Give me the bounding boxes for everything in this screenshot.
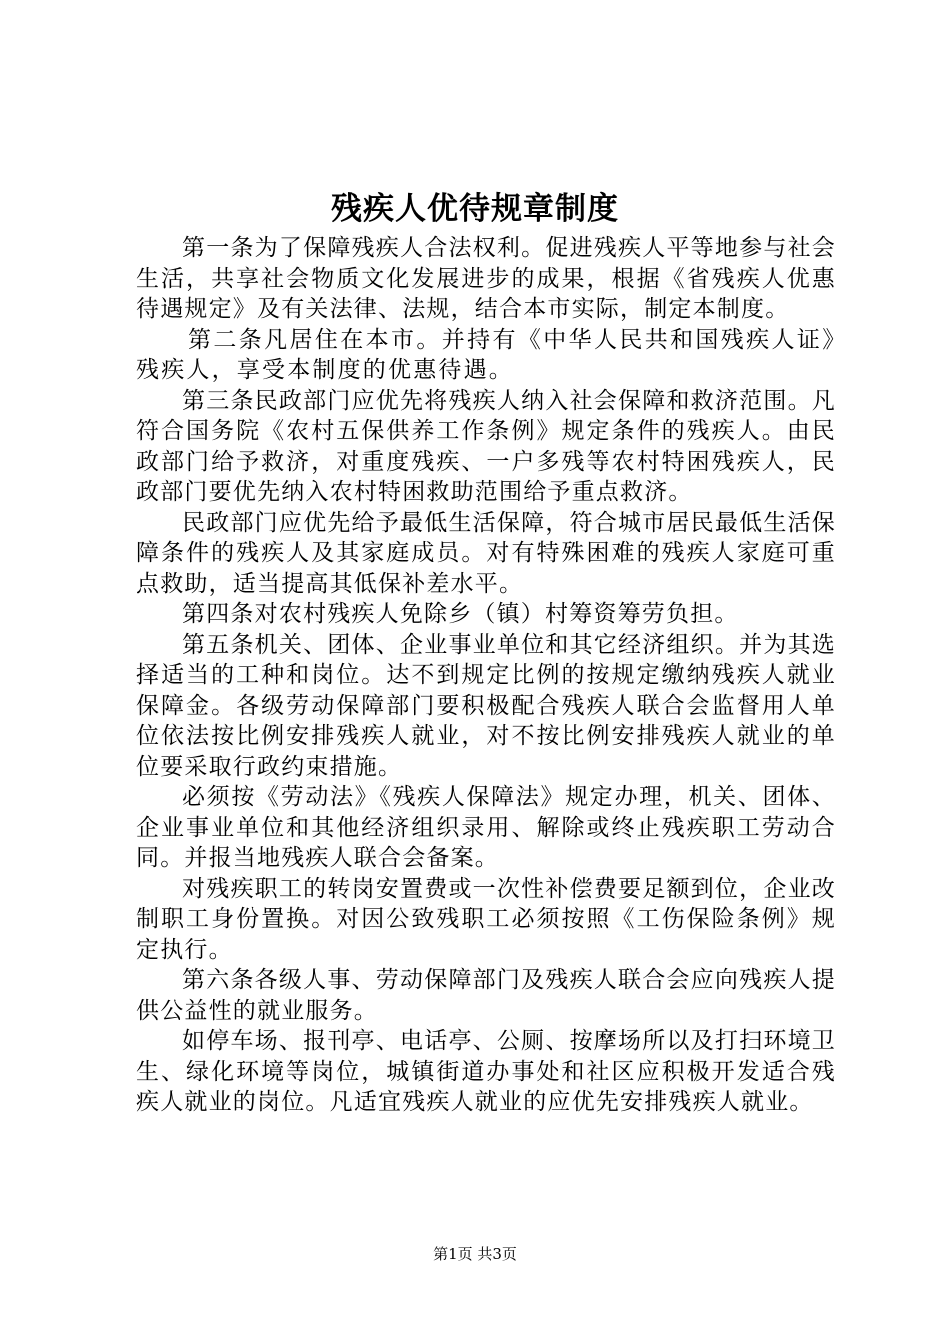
paragraph-labor-law: 必须按《劳动法》《残疾人保障法》规定办理，机关、团体、企业事业单位和其他经济组织录用、解除或终止残疾职工劳动合同。并报当地残疾人联合会备案。 (136, 784, 836, 871)
paragraph-job-positions: 如停车场、报刊亭、电话亭、公厕、按摩场所以及打扫环境卫生、绿化环境等岗位，城镇街道办事处和社区应积极开发适合残疾人就业的岗位。凡适宜残疾人就业的应优先安排残疾人就业。 (136, 1028, 836, 1115)
paragraph-compensation: 对残疾职工的转岗安置费或一次性补偿费要足额到位，企业改制职工身份置换。对因公致残职工必须按照《工伤保险条例》规定执行。 (136, 875, 836, 963)
document-body (136, 233, 836, 1118)
document-title: 残疾人优待规章制度 (331, 191, 619, 227)
paragraph-article-6: 第六条各级人事、劳动保障部门及残疾人联合会应向残疾人提供公益性的就业服务。 (136, 967, 836, 1024)
paragraph-article-2: 第二条凡居住在本市。并持有《中华人民共和国残疾人证》残疾人，享受本制度的优惠待遇。 (136, 326, 836, 383)
paragraph-article-5: 第五条机关、团体、企业事业单位和其它经济组织。并为其选择适当的工种和岗位。达不到规定比例的按规定缴纳残疾人就业保障金。各级劳动保障部门要积极配合残疾人联合会监督用人单位依法按比例安排残疾人就业，对不按比例安排残疾人就业的单位要采取行政约束措施。 (136, 631, 836, 780)
paragraph-article-1: 第一条为了保障残疾人合法权利。促进残疾人平等地参与社会生活，共享社会物质文化发展进步的成果，根据《省残疾人优惠待遇规定》及有关法律、法规，结合本市实际，制定本制度。 (136, 235, 836, 322)
paragraph-article-4: 第四条对农村残疾人免除乡（镇）村筹资筹劳负担。 (182, 601, 739, 627)
paragraph-minimum-living: 民政部门应优先给予最低生活保障，符合城市居民最低生活保障条件的残疾人及其家庭成员。对有特殊困难的残疾人家庭可重点救助，适当提高其低保补差水平。 (136, 509, 836, 597)
page-number-footer: 第1页 共3页 (433, 1245, 517, 1263)
paragraph-article-3: 第三条民政部门应优先将残疾人纳入社会保障和救济范围。凡符合国务院《农村五保供养工作条例》规定条件的残疾人。由民政部门给予救济，对重度残疾、一户多残等农村特困残疾人，民政部门要优先纳入农村特困救助范围给予重点救济。 (136, 387, 836, 505)
